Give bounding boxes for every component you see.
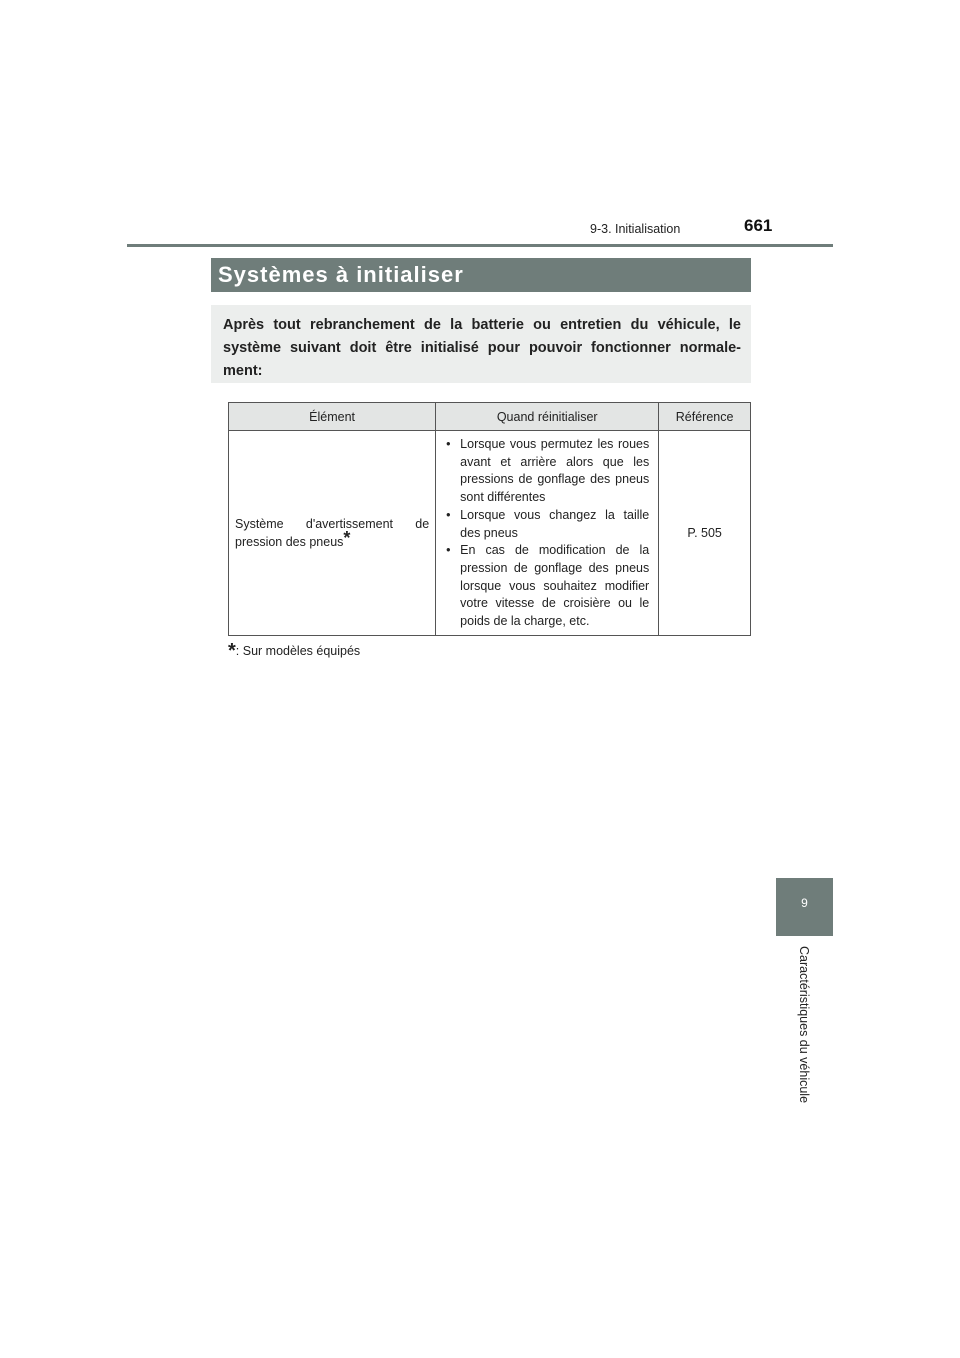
header-item: Élément (229, 403, 436, 431)
initialization-table (228, 402, 751, 636)
header-divider (127, 244, 833, 247)
chapter-number: 9 (801, 896, 808, 910)
cell-when (436, 431, 659, 636)
intro-text: Après tout rebranchement de la batterie ou entretien du véhicule, le système suivant doit être initialisé pour pouvoir fonctionner normale-ment: (223, 317, 741, 379)
header-when: Quand réinitialiser (436, 403, 659, 431)
list-item: • Lorsque vous changez la taille des pneus (446, 507, 649, 542)
table-header-row (229, 403, 751, 431)
chapter-tab (776, 878, 833, 936)
item-name-line2: pression des pneus (235, 534, 344, 549)
list-item: • Lorsque vous permutez les roues avant et arrière alors que les pressions de gonflage des pneus sont différentes (446, 436, 649, 507)
footnote-text: : Sur modèles équipés (235, 644, 361, 658)
item-name-line1: Système d'avertissement de (235, 516, 430, 531)
cell-reference: P. 505 (659, 431, 751, 636)
section-breadcrumb: 9-3. Initialisation (590, 222, 681, 236)
header-reference: Référence (659, 403, 751, 431)
list-item: • En cas de modification de la pression de gonflage des pneus lorsque vous souhaitez modifier votre vitesse de croisière ou le poids de la charge, etc. (446, 542, 649, 631)
table-row (229, 431, 751, 636)
intro-box (211, 305, 751, 383)
page-number: 661 (744, 216, 773, 235)
footnote (228, 640, 360, 663)
cell-item (229, 431, 436, 636)
footnote-star: * (228, 640, 236, 662)
section-title: Systèmes à initialiser (218, 262, 464, 287)
footnote-marker: * (343, 527, 351, 548)
section-title-bar (211, 258, 751, 292)
when-list (446, 436, 649, 631)
item-name-line2-wrap (235, 527, 429, 551)
chapter-label: Caractéristiques du véhicule (797, 946, 811, 1104)
